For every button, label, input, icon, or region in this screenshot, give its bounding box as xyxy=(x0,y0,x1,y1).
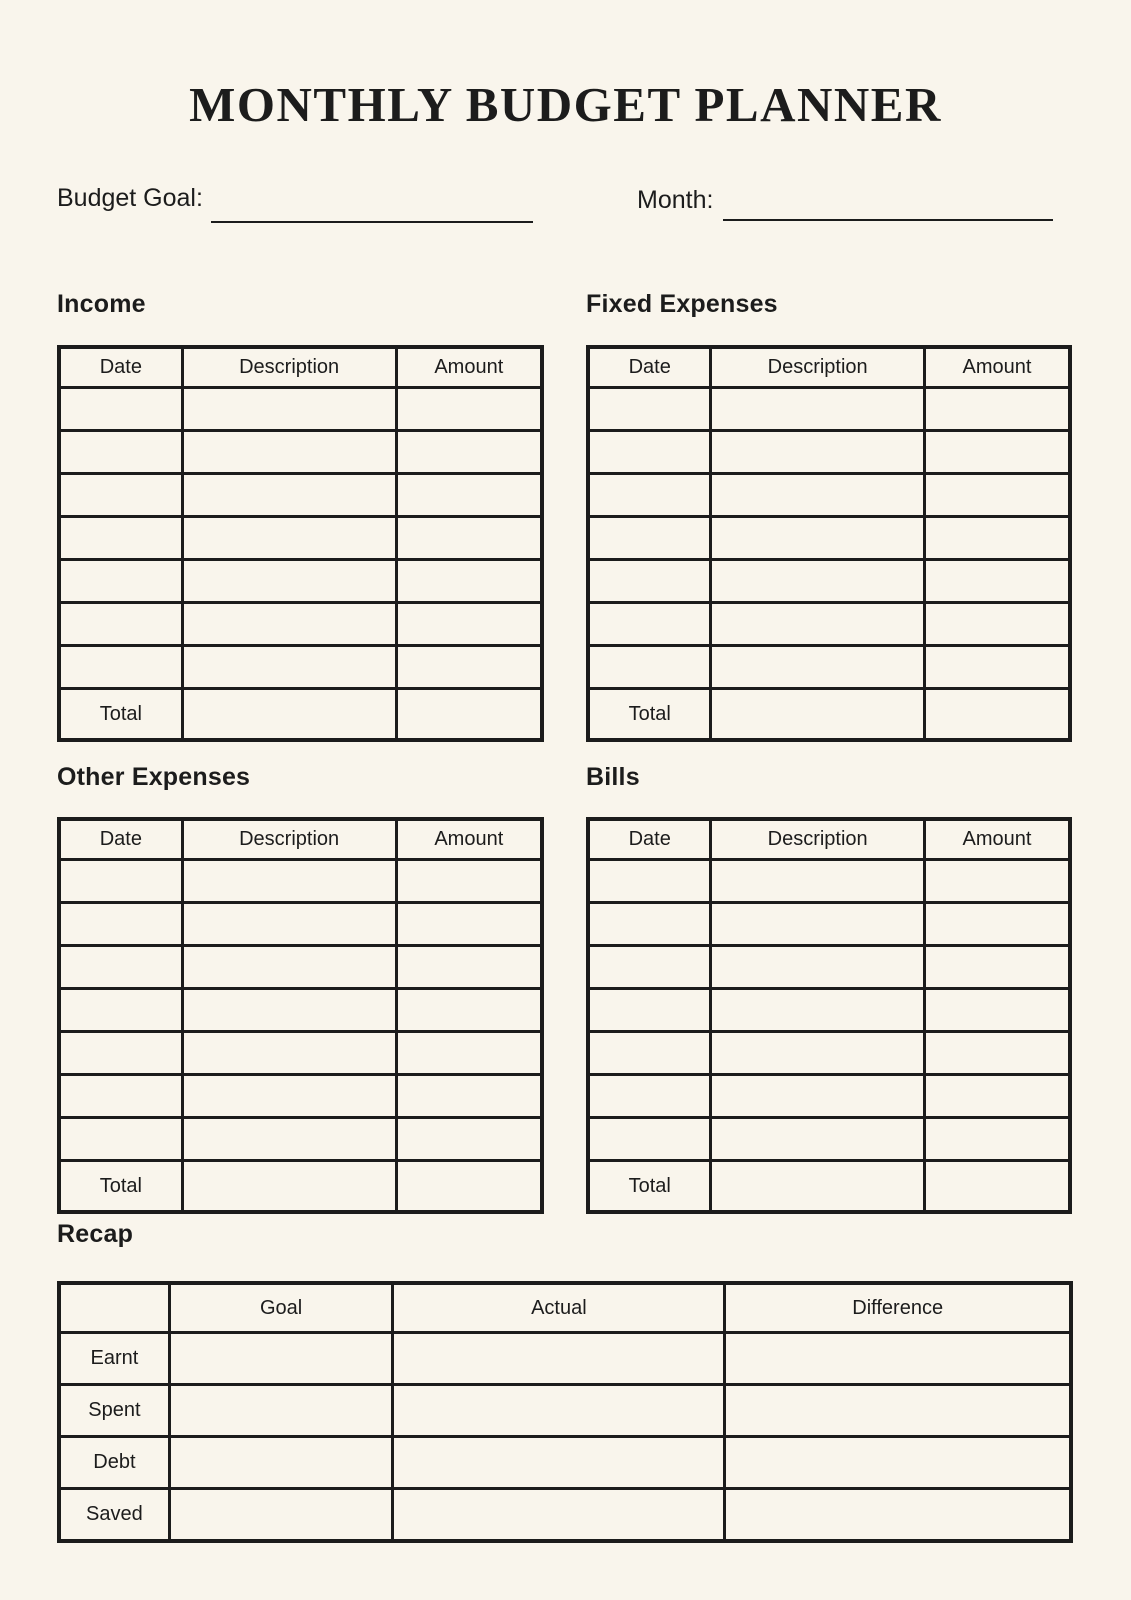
empty-row xyxy=(59,560,542,603)
other-expenses-table xyxy=(57,817,544,1214)
empty-cell[interactable] xyxy=(588,860,711,903)
month-label: Month: xyxy=(637,186,714,214)
recap-heading: Recap xyxy=(57,1220,134,1248)
total-row xyxy=(59,1161,542,1213)
empty-cell[interactable] xyxy=(59,946,182,989)
empty-row xyxy=(59,603,542,646)
empty-row xyxy=(588,903,1070,946)
debt-row-label: Debt xyxy=(59,1437,169,1489)
empty-row xyxy=(588,560,1070,603)
bills-heading: Bills xyxy=(586,763,640,791)
empty-cell[interactable] xyxy=(588,474,711,517)
empty-cell[interactable] xyxy=(396,603,542,646)
empty-cell[interactable] xyxy=(59,860,182,903)
empty-cell[interactable] xyxy=(396,1032,542,1075)
total-description-cell[interactable] xyxy=(182,1161,396,1213)
total-description-cell[interactable] xyxy=(711,689,925,741)
income-section xyxy=(57,290,544,742)
goal-column-header: Goal xyxy=(169,1283,393,1333)
earnt-goal-cell[interactable] xyxy=(169,1333,393,1385)
empty-cell[interactable] xyxy=(182,517,396,560)
empty-cell[interactable] xyxy=(396,1075,542,1118)
saved-goal-cell[interactable] xyxy=(169,1489,393,1542)
empty-cell[interactable] xyxy=(588,388,711,431)
income-table xyxy=(57,345,544,742)
total-label: Total xyxy=(59,689,182,741)
empty-cell[interactable] xyxy=(396,903,542,946)
empty-cell[interactable] xyxy=(182,946,396,989)
difference-column-header: Difference xyxy=(725,1283,1071,1333)
total-amount-cell[interactable] xyxy=(396,689,542,741)
empty-row xyxy=(588,1075,1070,1118)
bills-table xyxy=(586,817,1072,1214)
date-column-header: Date xyxy=(588,347,711,388)
amount-column-header: Amount xyxy=(396,347,542,388)
empty-cell[interactable] xyxy=(588,1075,711,1118)
empty-row xyxy=(59,860,542,903)
empty-cell[interactable] xyxy=(588,517,711,560)
empty-cell[interactable] xyxy=(396,989,542,1032)
page-title: MONTHLY BUDGET PLANNER xyxy=(189,77,942,132)
empty-cell[interactable] xyxy=(182,388,396,431)
empty-cell[interactable] xyxy=(182,903,396,946)
total-amount-cell[interactable] xyxy=(924,689,1070,741)
income-heading: Income xyxy=(57,290,146,318)
empty-cell[interactable] xyxy=(182,1118,396,1161)
empty-cell[interactable] xyxy=(396,431,542,474)
empty-cell[interactable] xyxy=(711,1118,925,1161)
empty-row xyxy=(59,946,542,989)
total-row xyxy=(588,689,1070,741)
empty-row xyxy=(59,903,542,946)
recap-header-row xyxy=(59,1283,1071,1333)
empty-row xyxy=(59,474,542,517)
empty-cell[interactable] xyxy=(588,646,711,689)
recap-row-saved xyxy=(59,1489,1071,1542)
empty-cell[interactable] xyxy=(59,517,182,560)
total-row xyxy=(59,689,542,741)
empty-cell[interactable] xyxy=(182,860,396,903)
fixed-expenses-heading: Fixed Expenses xyxy=(586,290,778,318)
amount-column-header: Amount xyxy=(924,347,1070,388)
empty-cell[interactable] xyxy=(711,903,925,946)
empty-row xyxy=(59,517,542,560)
empty-cell[interactable] xyxy=(396,946,542,989)
empty-cell[interactable] xyxy=(711,517,925,560)
empty-cell[interactable] xyxy=(588,603,711,646)
date-column-header: Date xyxy=(59,819,182,860)
total-amount-cell[interactable] xyxy=(924,1161,1070,1213)
empty-cell[interactable] xyxy=(588,1032,711,1075)
empty-cell[interactable] xyxy=(711,860,925,903)
empty-cell[interactable] xyxy=(588,1118,711,1161)
amount-column-header: Amount xyxy=(924,819,1070,860)
empty-cell[interactable] xyxy=(59,603,182,646)
empty-cell[interactable] xyxy=(182,989,396,1032)
empty-cell[interactable] xyxy=(59,474,182,517)
empty-cell[interactable] xyxy=(588,946,711,989)
spent-row-label: Spent xyxy=(59,1385,169,1437)
empty-row xyxy=(59,388,542,431)
empty-cell[interactable] xyxy=(396,860,542,903)
empty-cell[interactable] xyxy=(59,989,182,1032)
total-row xyxy=(588,1161,1070,1213)
empty-cell[interactable] xyxy=(588,903,711,946)
empty-cell[interactable] xyxy=(588,560,711,603)
empty-cell[interactable] xyxy=(711,946,925,989)
saved-row-label: Saved xyxy=(59,1489,169,1542)
budget-goal-label: Budget Goal: xyxy=(57,184,203,212)
fixed-expenses-table xyxy=(586,345,1072,742)
recap-table xyxy=(57,1281,1073,1543)
empty-cell[interactable] xyxy=(711,989,925,1032)
empty-cell[interactable] xyxy=(182,431,396,474)
description-column-header: Description xyxy=(182,819,396,860)
empty-cell[interactable] xyxy=(588,989,711,1032)
recap-row-earnt xyxy=(59,1333,1071,1385)
empty-cell[interactable] xyxy=(711,603,925,646)
empty-cell[interactable] xyxy=(924,860,1070,903)
empty-cell[interactable] xyxy=(59,431,182,474)
empty-row xyxy=(59,1075,542,1118)
empty-row xyxy=(588,646,1070,689)
empty-cell[interactable] xyxy=(59,1075,182,1118)
empty-cell[interactable] xyxy=(59,1118,182,1161)
amount-column-header: Amount xyxy=(396,819,542,860)
empty-cell[interactable] xyxy=(59,646,182,689)
empty-cell[interactable] xyxy=(396,474,542,517)
empty-cell[interactable] xyxy=(59,1032,182,1075)
empty-cell[interactable] xyxy=(924,1032,1070,1075)
date-column-header: Date xyxy=(59,347,182,388)
empty-row xyxy=(588,474,1070,517)
header-row xyxy=(588,819,1070,860)
empty-cell[interactable] xyxy=(588,431,711,474)
earnt-difference-cell[interactable] xyxy=(725,1333,1071,1385)
total-description-cell[interactable] xyxy=(711,1161,925,1213)
total-label: Total xyxy=(588,689,711,741)
description-column-header: Description xyxy=(711,347,925,388)
empty-cell[interactable] xyxy=(924,646,1070,689)
debt-actual-cell[interactable] xyxy=(393,1437,725,1489)
empty-row xyxy=(588,603,1070,646)
recap-row-debt xyxy=(59,1437,1071,1489)
total-description-cell[interactable] xyxy=(182,689,396,741)
empty-cell[interactable] xyxy=(711,560,925,603)
empty-cell[interactable] xyxy=(924,903,1070,946)
debt-difference-cell[interactable] xyxy=(725,1437,1071,1489)
empty-cell[interactable] xyxy=(396,646,542,689)
empty-cell[interactable] xyxy=(711,1032,925,1075)
empty-cell[interactable] xyxy=(924,1118,1070,1161)
empty-cell[interactable] xyxy=(924,946,1070,989)
empty-cell[interactable] xyxy=(396,560,542,603)
spent-actual-cell[interactable] xyxy=(393,1385,725,1437)
empty-row xyxy=(59,1118,542,1161)
empty-row xyxy=(588,431,1070,474)
empty-row xyxy=(588,860,1070,903)
empty-row xyxy=(588,946,1070,989)
total-amount-cell[interactable] xyxy=(396,1161,542,1213)
saved-actual-cell[interactable] xyxy=(393,1489,725,1542)
empty-cell[interactable] xyxy=(396,388,542,431)
empty-cell[interactable] xyxy=(711,474,925,517)
empty-row xyxy=(59,1032,542,1075)
actual-column-header: Actual xyxy=(393,1283,725,1333)
empty-cell[interactable] xyxy=(182,474,396,517)
empty-cell[interactable] xyxy=(924,1075,1070,1118)
empty-cell[interactable] xyxy=(59,560,182,603)
date-column-header: Date xyxy=(588,819,711,860)
bills-section xyxy=(586,763,1072,1214)
empty-cell[interactable] xyxy=(924,474,1070,517)
empty-cell[interactable] xyxy=(711,1075,925,1118)
header-row xyxy=(588,347,1070,388)
empty-cell[interactable] xyxy=(924,517,1070,560)
saved-difference-cell[interactable] xyxy=(725,1489,1071,1542)
description-column-header: Description xyxy=(711,819,925,860)
empty-cell[interactable] xyxy=(924,603,1070,646)
empty-cell[interactable] xyxy=(182,646,396,689)
empty-cell[interactable] xyxy=(396,1118,542,1161)
recap-row-spent xyxy=(59,1385,1071,1437)
spent-goal-cell[interactable] xyxy=(169,1385,393,1437)
total-label: Total xyxy=(59,1161,182,1213)
empty-row xyxy=(59,989,542,1032)
empty-cell[interactable] xyxy=(182,1032,396,1075)
empty-cell[interactable] xyxy=(182,560,396,603)
budget-goal-input-line[interactable] xyxy=(211,221,533,223)
empty-row xyxy=(588,989,1070,1032)
debt-goal-cell[interactable] xyxy=(169,1437,393,1489)
other-expenses-section xyxy=(57,763,544,1214)
empty-cell[interactable] xyxy=(182,1075,396,1118)
empty-cell[interactable] xyxy=(182,603,396,646)
empty-row xyxy=(588,1032,1070,1075)
empty-row xyxy=(588,388,1070,431)
empty-cell[interactable] xyxy=(924,431,1070,474)
spent-difference-cell[interactable] xyxy=(725,1385,1071,1437)
total-label: Total xyxy=(588,1161,711,1213)
recap-corner-cell xyxy=(59,1283,169,1333)
empty-cell[interactable] xyxy=(711,388,925,431)
empty-cell[interactable] xyxy=(59,903,182,946)
empty-cell[interactable] xyxy=(396,517,542,560)
month-input-line[interactable] xyxy=(723,219,1053,221)
empty-cell[interactable] xyxy=(924,388,1070,431)
fixed-expenses-section xyxy=(586,290,1072,742)
empty-cell[interactable] xyxy=(711,646,925,689)
description-column-header: Description xyxy=(182,347,396,388)
empty-row xyxy=(59,431,542,474)
header-row xyxy=(59,819,542,860)
empty-cell[interactable] xyxy=(924,989,1070,1032)
header-row xyxy=(59,347,542,388)
empty-cell[interactable] xyxy=(711,431,925,474)
empty-cell[interactable] xyxy=(59,388,182,431)
empty-row xyxy=(588,1118,1070,1161)
empty-cell[interactable] xyxy=(924,560,1070,603)
earnt-row-label: Earnt xyxy=(59,1333,169,1385)
empty-row xyxy=(588,517,1070,560)
other-expenses-heading: Other Expenses xyxy=(57,763,251,791)
recap-section xyxy=(57,1220,1073,1543)
earnt-actual-cell[interactable] xyxy=(393,1333,725,1385)
empty-row xyxy=(59,646,542,689)
